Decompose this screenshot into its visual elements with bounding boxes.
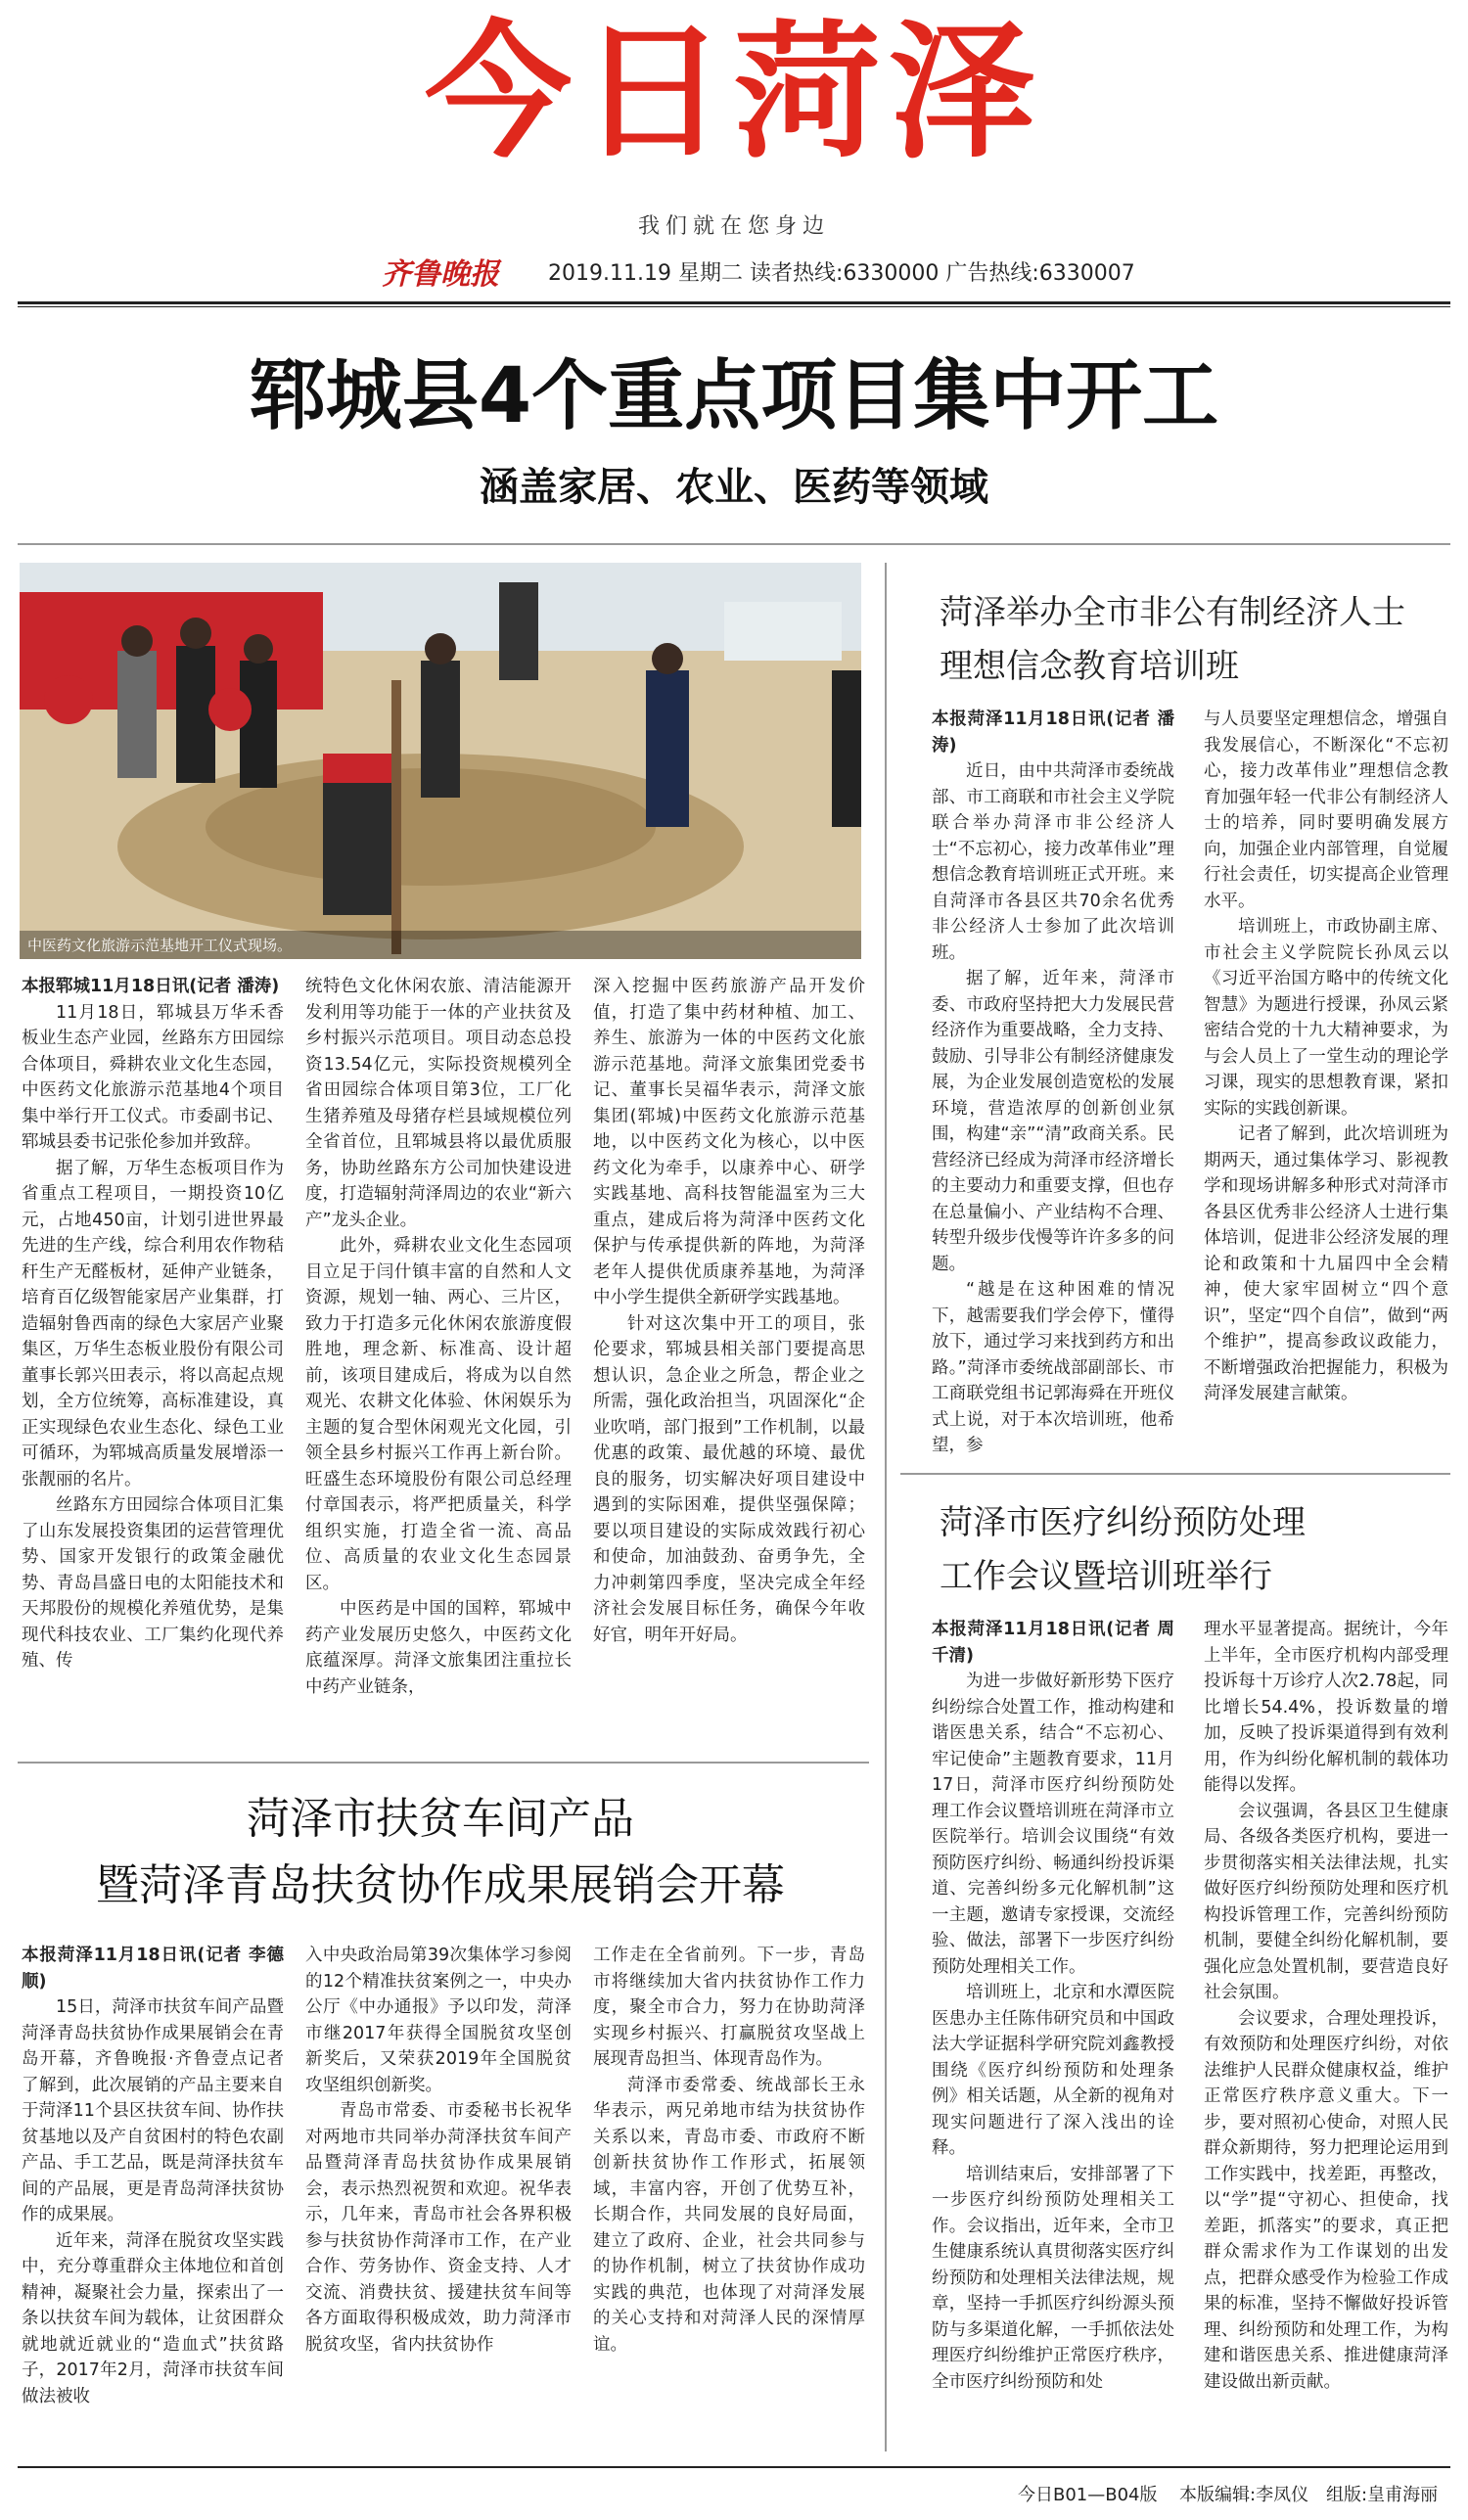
paragraph: “越是在这种困难的情况下，越需要我们学会停下，懂得放下，通过学习来找到药方和出路。”菏泽市委统战部副部长、市工商联党组书记郭海舜在开班仪式上说，对于本次培训班，他希望，参	[932, 1280, 1174, 1455]
mid-section-divider	[18, 1762, 869, 1764]
lead-headline: 郓城县4个重点项目集中开工	[249, 352, 1219, 440]
lead-column-2	[305, 974, 572, 1700]
paragraph: 近年来，菏泽在脱贫攻坚实践中，充分尊重群众主体地位和首创精神，凝聚社会力量，探索出了一条以扶贫车间为载体，让贫困群众就地就近就业的“造血式”扶贫路子，2017年2月，菏泽市扶贫车间做法被收	[22, 2230, 284, 2406]
right-top-column-1	[932, 707, 1174, 1459]
masthead-dateline: 2019.11.19 星期二 读者热线:6330000 广告热线:6330007	[548, 261, 1135, 286]
right-bottom-title-1: 菏泽市医疗纠纷预防处理	[940, 1503, 1306, 1542]
photo-caption: 中医药文化旅游示范基地开工仪式现场。	[20, 931, 861, 959]
right-top-title-2: 理想信念教育培训班	[940, 647, 1239, 686]
right-section-divider	[900, 1473, 1450, 1475]
mid-story-title-1: 菏泽市扶贫车间产品	[247, 1794, 634, 1844]
footer-rule	[18, 2466, 1450, 2468]
paragraph: 菏泽市委常委、统战部长王永华表示，两兄弟地市结为扶贫协作关系以来，青岛市委、市政府不断创新扶贫协作工作形式，拓展领域，丰富内容，开创了优势互补，长期合作，共同发展的良好局面，建立了政府、企业，社会共同参与的协作机制，树立了扶贫协作成功实践的典范，也体现了对菏泽发展的关心支持和对菏泽人民的深情厚谊。	[593, 2075, 865, 2355]
footer-proof: 组版:皇甫海丽	[1326, 2485, 1439, 2505]
mid-column-1	[22, 1943, 284, 2409]
right-bottom-column-1	[932, 1617, 1174, 2395]
right-bottom-column-2	[1204, 1617, 1448, 2395]
right-top-title-1: 菏泽举办全市非公有制经济人士	[940, 593, 1405, 632]
paragraph: 据了解，近年来，菏泽市委、市政府坚持把大力发展民营经济作为重要战略，全力支持、鼓励、引导非公有制经济健康发展，为企业发展创造宽松的发展环境，营造浓厚的创新创业氛围，构建“亲”“清”政商关系。民营经济已经成为菏泽市经济增长的主要动力和重要支撑，但也存在总量偏小、产业结构不合理、转型升级步伐慢等许许多多的问题。	[932, 969, 1174, 1274]
paragraph: 与人员要坚定理想信念，增强自我发展信心，不断深化“不忘初心，接力改革伟业”理想信念教育加强年轻一代非公有制经济人士的培养，同时要明确发展方向，加强企业内部管理，自觉履行社会责任，切实提高企业管理水平。	[1204, 710, 1448, 911]
ceremony-photo-illustration	[20, 563, 861, 959]
paragraph: 工作走在全省前列。下一步，青岛市将继续加大省内扶贫协作工作力度，聚全市合力，努力在协助菏泽实现乡村振兴、打赢脱贫攻坚战上展现青岛担当、体现青岛作为。	[593, 1946, 865, 2069]
paragraph: 培训结束后，安排部署了下一步医疗纠纷预防处理相关工作。会议指出，近年来，全市卫生健康系统认真贯彻落实医疗纠纷预防和处理相关法律法规，规章，坚持一手抓医疗纠纷源头预防与多渠道化解，一手抓依法处理医疗纠纷维护正常医疗秩序，全市医疗纠纷预防和处	[932, 2164, 1174, 2392]
paragraph: 入中央政治局第39次集体学习参阅的12个精准扶贫案例之一，中央办公厅《中办通报》予以印发，菏泽市继2017年获得全国脱贫攻坚创新奖后，又荣获2019年全国脱贫攻坚组织创新奖。	[305, 1946, 572, 2095]
paragraph: 针对这次集中开工的项目，张伦要求，郓城县相关部门要提高思想认识，急企业之所急，帮企业之所需，强化政治担当，巩固深化“企业吹哨，部门报到”工作机制，以最优惠的政策、最优越的环境、最优良的服务，切实解决好项目建设中遇到的实际困难，提供坚强保障；要以项目建设的实际成效践行初心和使命，加油鼓劲、奋勇争先，全力冲刺第四季度，坚决完成全年经济社会发展目标任务，确保今年收好官，明年开好局。	[593, 1313, 865, 1645]
paragraph: 会议强调，各县区卫生健康局、各级各类医疗机构，要进一步贯彻落实相关法律法规，扎实做好医疗纠纷预防处理和医疗机构投诉管理工作，完善纠纷预防机制，要健全纠纷化解机制，要强化应急处置机制，要营造良好社会氛围。	[1204, 1801, 1448, 2002]
section-divider	[18, 543, 1450, 545]
paragraph: 培训班上，北京和水潭医院医患办主任陈伟研究员和中国政法大学证据科学研究院刘鑫教授围绕《医疗纠纷预防和处理条例》相关话题，从全新的视角对现实问题进行了深入浅出的诠释。	[932, 1983, 1174, 2158]
paragraph: 培训班上，市政协副主席、市社会主义学院院长孙凤云以《习近平治国方略中的传统文化智慧》为题进行授课，孙凤云紧密结合党的十九大精神要求，为与会人员上了一堂生动的理论学习课，现实的思想教育课，紧扣实际的实践创新课。	[1204, 917, 1448, 1119]
right-top-column-2	[1204, 707, 1448, 1407]
lead-column-3	[593, 974, 865, 1648]
mid-story-title-2: 暨菏泽青岛扶贫协作成果展销会开幕	[96, 1860, 785, 1910]
masthead-slogan: 我们就在您身边	[637, 214, 830, 239]
footer-pages: 今日B01—B04版	[1018, 2485, 1158, 2505]
paragraph: 统特色文化休闲农旅、清洁能源开发利用等功能于一体的产业扶贫及乡村振兴示范项目。项目动态总投资13.54亿元，实际投资规模列全省田园综合体项目第3位，工厂化生猪养殖及母猪存栏县域规模位列全省首位，且郓城县将以最优质服务，协助丝路东方公司加快建设进度，打造辐射菏泽周边的农业“新六产”龙头企业。	[305, 977, 572, 1230]
lead-column-1	[22, 974, 284, 1674]
paragraph: 丝路东方田园综合体项目汇集了山东发展投资集团的运营管理优势、国家开发银行的政策金融优势、青岛昌盛日电的太阳能技术和天邦股份的规模化养殖优势，是集现代科技农业、工厂集约化现代养殖、传	[22, 1495, 284, 1671]
mid-byline: 本报菏泽11月18日讯(记者 李德顺)	[22, 1946, 284, 1992]
footer-editor: 本版编辑:李凤仪	[1179, 2485, 1309, 2505]
paragraph: 15日，菏泽市扶贫车间产品暨菏泽青岛扶贫协作成果展销会在青岛开幕，齐鲁晚报·齐鲁壹点记者了解到，此次展销的产品主要来自于菏泽11个县区扶贫车间、协作扶贫基地以及产自贫困村的特色农副产品、手工艺品，既是菏泽扶贫车间的产品展，更是青岛菏泽扶贫协作的成果展。	[22, 1997, 284, 2224]
paragraph: 11月18日，郓城县万华禾香板业生态产业园，丝路东方田园综合体项目，舜耕农业文化生态园，中医药文化旅游示范基地4个项目集中举行开工仪式。市委副书记、郓城县委书记张伦参加并致辞。	[22, 1002, 284, 1152]
masthead-title: 今日菏泽	[424, 8, 1043, 178]
paragraph: 记者了解到，此次培训班为期两天，通过集体学习、影视教学和现场讲解多种形式对菏泽市各县区优秀非公经济人士进行集体培训，促进非公经济发展的理论和政策和十九届四中全会精神，使大家牢固树立“四个意识”，坚定“四个自信”，做到“两个维护”，提高参政议政能力，不断增强政治把握能力，积极为菏泽发展建言献策。	[1204, 1124, 1448, 1403]
mid-column-3	[593, 1943, 865, 2358]
paragraph: 深入挖掘中医药旅游产品开发价值，打造了集中药材种植、加工、养生、旅游为一体的中医药文化旅游示范基地。菏泽文旅集团党委书记、董事长吴福华表示，菏泽文旅集团(郓城)中医药文化旅游示范基地，以中医药文化为核心，以中医药文化为牵手，以康养中心、研学实践基地、高科技智能温室为三大重点，建成后将为菏泽中医药文化保护与传承提供新的阵地，为菏泽老年人提供优质康养基地，为菏泽中小学生提供全新研学实践基地。	[593, 977, 865, 1307]
right-bottom-title-2: 工作会议暨培训班举行	[940, 1557, 1272, 1596]
lead-byline: 本报郓城11月18日讯(记者 潘涛)	[22, 977, 280, 996]
masthead-rule	[18, 301, 1450, 304]
paragraph: 青岛市常委、市委秘书长祝华对两地市共同举办菏泽扶贫车间产品暨菏泽青岛扶贫协作成果展销会，表示热烈祝贺和欢迎。祝华表示，几年来，青岛市社会各界积极参与扶贫协作菏泽市工作，在产业合作、劳务协作、资金支持、人才交流、消费扶贫、援建扶贫车间等各方面取得积极成效，助力菏泽市脱贫攻坚，省内扶贫协作	[305, 2101, 572, 2355]
paragraph: 会议要求，合理处理投诉，有效预防和处理医疗纠纷，对依法维护人民群众健康权益，维护正常医疗秩序意义重大。下一步，要对照初心使命，对照人民群众新期待，努力把理论运用到工作实践中，找差距，再整改，以“学”提“守初心、担使命，找差距，抓落实”的要求，真正把群众需求作为工作谋划的出发点，把群众感受作为检验工作成果的标准，坚持不懈做好投诉管理、纠纷预防和处理工作，为构建和谐医患关系、推进健康菏泽建设做出新贡献。	[1204, 2008, 1448, 2392]
lead-subhead: 涵盖家居、农业、医药等领域	[480, 465, 988, 510]
lead-photo	[20, 563, 861, 959]
column-divider	[885, 563, 887, 2451]
paragraph: 据了解，万华生态板项目作为省重点工程项目，一期投资10亿元，占地450亩，计划引进世界最先进的生产线，综合利用农作物秸秆生产无醛板材，延伸产业链条，培育百亿级智能家居产业集群，打造辐射鲁西南的绿色大家居产业聚集区，万华生态板业股份有限公司董事长郭兴田表示，将以高起点规划，全方位统筹，高标准建设，真正实现绿色农业生态化、绿色工业可循环，为郓城高质量发展增添一张靓丽的名片。	[22, 1158, 284, 1489]
paragraph: 中医药是中国的国粹，郓城中药产业发展历史悠久，中医药文化底蕴深厚。菏泽文旅集团注重拉长中药产业链条，	[305, 1599, 572, 1697]
paragraph: 理水平显著提高。据统计，今年上半年，全市医疗机构内部受理投诉每十万诊疗人次2.78起，同比增长54.4%，投诉数量的增加，反映了投诉渠道得到有效利用，作为纠纷化解机制的载体功能得以发挥。	[1204, 1620, 1448, 1795]
right-bottom-byline: 本报菏泽11月18日讯(记者 周千清)	[932, 1620, 1174, 1666]
paragraph: 此外，舜耕农业文化生态园项目立足于闫什镇丰富的自然和人文资源，规划一轴、两心、三片区，致力于打造多元化休闲农旅游度假胜地，理念新、标准高、设计超前，该项目建成后，将成为以自然观光、农耕文化体验、休闲娱乐为主题的复合型休闲观光文化园，引领全县乡村振兴工作再上新台阶。旺盛生态环境股份有限公司总经理付章国表示，将严把质量关，科学组织实施，打造全省一流、高品位、高质量的农业文化生态园景区。	[305, 1236, 572, 1593]
paragraph: 近日，由中共菏泽市委统战部、市工商联和市社会主义学院联合举办菏泽市非公经济人士“不忘初心，接力改革伟业”理想信念教育培训班正式开班。来自菏泽市各县区共70余名优秀非公经济人士参加了此次培训班。	[932, 761, 1174, 963]
masthead-rule-thin	[18, 306, 1450, 307]
paragraph: 为进一步做好新形势下医疗纠纷综合处置工作，推动构建和谐医患关系，结合“不忘初心、牢记使命”主题教育要求，11月17日，菏泽市医疗纠纷预防处理工作会议暨培训班在菏泽市立医院举行。培训会议围绕“有效预防医疗纠纷、畅通纠纷投诉渠道、完善纠纷多元化解机制”这一主题，邀请专家授课，交流经验、做法，部署下一步医疗纠纷预防处理相关工作。	[932, 1672, 1174, 1977]
masthead-brand: 齐鲁晚报	[382, 257, 499, 292]
right-top-byline: 本报菏泽11月18日讯(记者 潘涛)	[932, 710, 1174, 756]
mid-column-2	[305, 1943, 572, 2358]
